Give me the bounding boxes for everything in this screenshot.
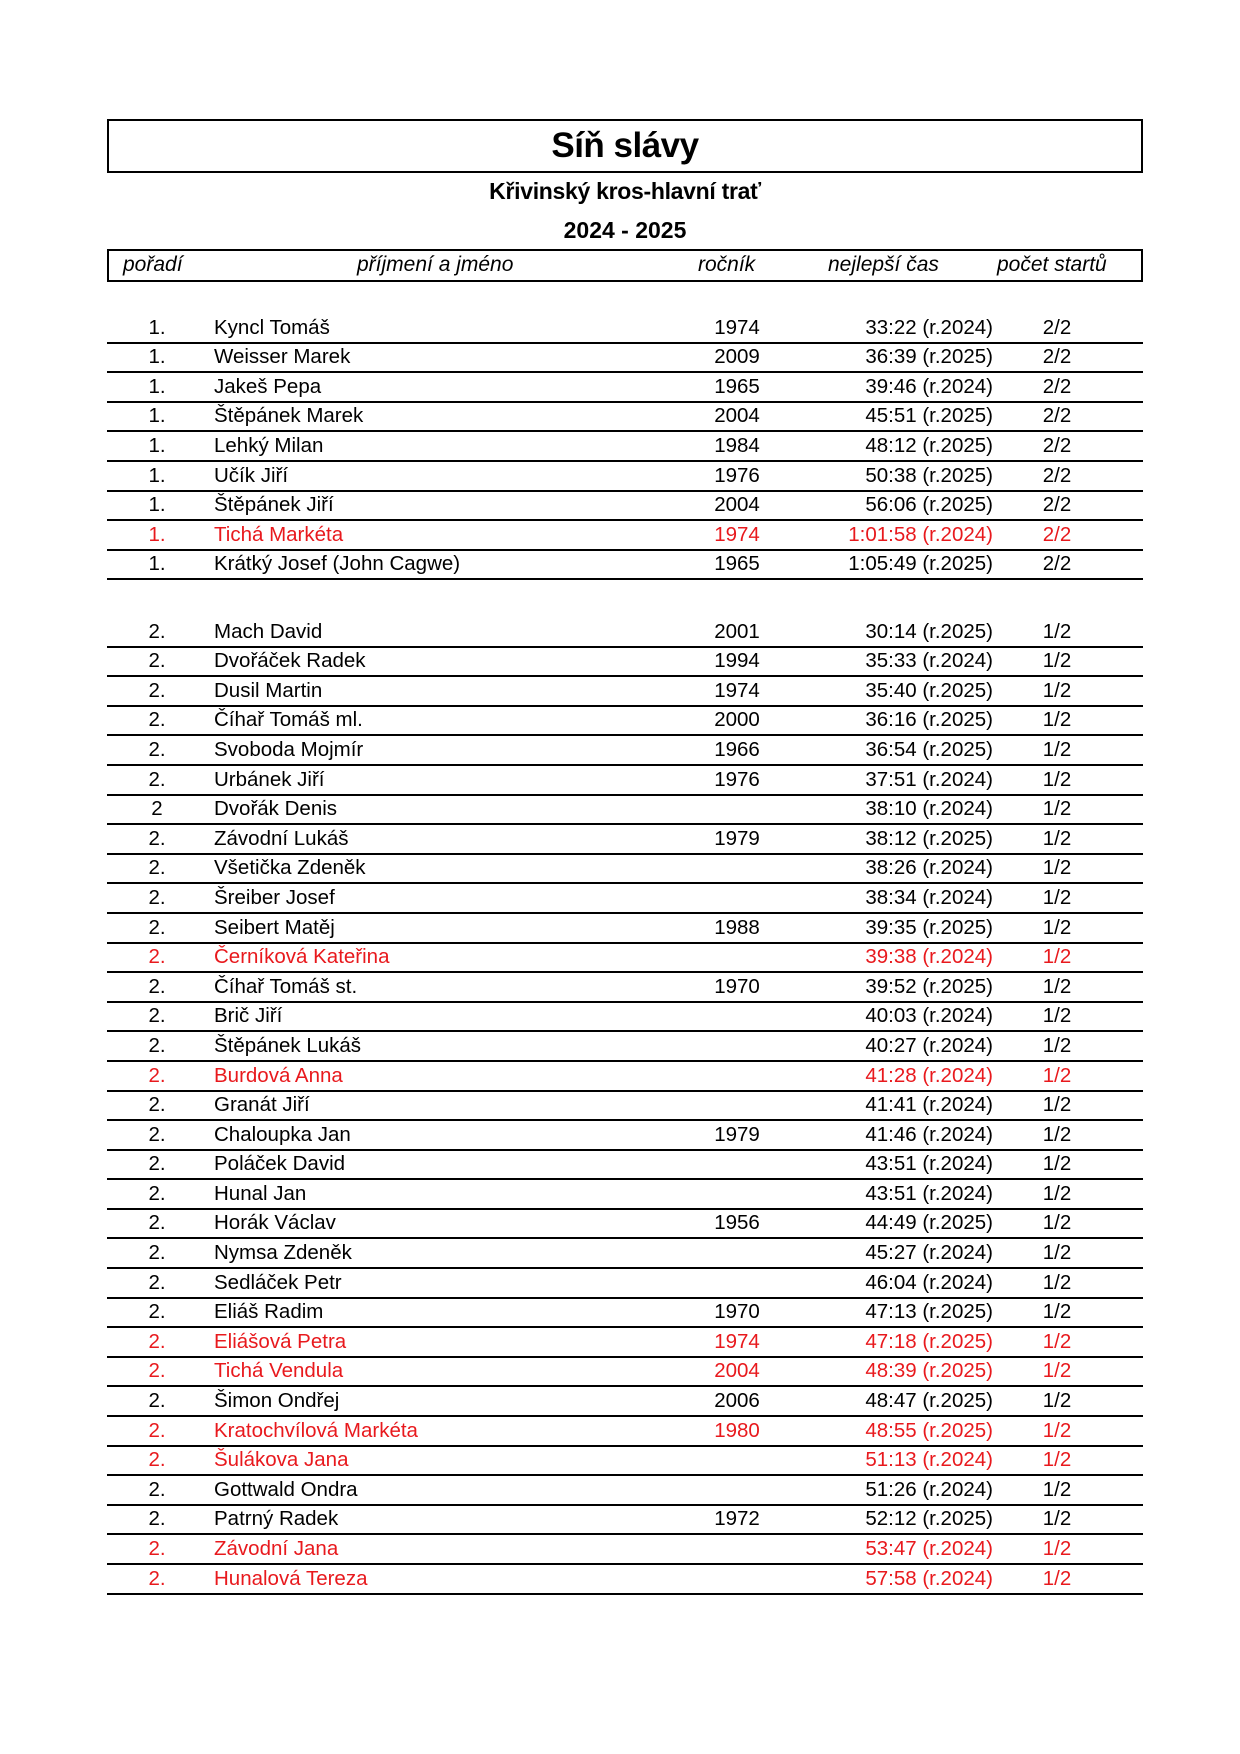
- cell-starts: 1/2: [1042, 885, 1072, 909]
- cell-year: 1979: [714, 826, 760, 850]
- cell-rank: 2.: [148, 1004, 166, 1028]
- table-row: [107, 825, 1143, 855]
- cell-name: Eliášová Petra: [214, 1329, 347, 1353]
- table-row: [107, 973, 1143, 1003]
- cell-best-time: 43:51 (r.2024): [865, 1152, 993, 1176]
- cell-name: Závodní Lukáš: [214, 826, 349, 850]
- cell-best-time: 45:51 (r.2025): [865, 404, 993, 428]
- cell-rank: 2.: [148, 1477, 166, 1501]
- cell-best-time: 48:55 (r.2025): [865, 1418, 993, 1442]
- cell-year: 1980: [714, 1418, 760, 1442]
- cell-rank: 2.: [148, 1181, 166, 1205]
- cell-starts: 2/2: [1042, 345, 1072, 369]
- cell-name: Hunalová Tereza: [214, 1566, 368, 1590]
- cell-rank: 2.: [148, 1566, 166, 1590]
- cell-starts: 1/2: [1042, 1033, 1072, 1057]
- cell-best-time: 39:46 (r.2024): [865, 374, 993, 398]
- cell-rank: 1.: [148, 493, 166, 517]
- cell-starts: 1/2: [1042, 678, 1072, 702]
- cell-best-time: 38:10 (r.2024): [865, 797, 993, 821]
- cell-starts: 1/2: [1042, 1389, 1072, 1413]
- table-row: [107, 618, 1143, 648]
- cell-starts: 1/2: [1042, 1477, 1072, 1501]
- cell-year: 1979: [714, 1122, 760, 1146]
- cell-rank: 2.: [148, 915, 166, 939]
- cell-name: Urbánek Jiří: [214, 767, 325, 791]
- cell-starts: 1/2: [1042, 797, 1072, 821]
- cell-starts: 1/2: [1042, 1152, 1072, 1176]
- cell-name: Dvořák Denis: [214, 797, 338, 821]
- cell-year: 1976: [714, 767, 760, 791]
- cell-best-time: 37:51 (r.2024): [865, 767, 993, 791]
- cell-best-time: 38:26 (r.2024): [865, 856, 993, 880]
- cell-starts: 1/2: [1042, 856, 1072, 880]
- cell-best-time: 1:01:58 (r.2024): [848, 522, 993, 546]
- table-row: [107, 1506, 1143, 1536]
- cell-name: Poláček David: [214, 1152, 346, 1176]
- cell-rank: 2.: [148, 678, 166, 702]
- cell-name: Burdová Anna: [214, 1063, 343, 1087]
- table-row: [107, 1032, 1143, 1062]
- cell-rank: 2.: [148, 1448, 166, 1472]
- cell-name: Lehký Milan: [214, 433, 324, 457]
- page-title: Síň slávy: [551, 126, 699, 165]
- cell-name: Dvořáček Radek: [214, 649, 366, 673]
- cell-best-time: 50:38 (r.2025): [865, 463, 993, 487]
- table-row: [107, 551, 1143, 581]
- cell-starts: 2/2: [1042, 404, 1072, 428]
- table-row: [107, 1210, 1143, 1240]
- cell-year: 1966: [714, 737, 760, 761]
- cell-name: Číhař Tomáš ml.: [214, 708, 363, 732]
- cell-best-time: 57:58 (r.2024): [865, 1566, 993, 1590]
- cell-best-time: 33:22 (r.2024): [865, 315, 993, 339]
- cell-starts: 1/2: [1042, 974, 1072, 998]
- cell-name: Jakeš Pepa: [214, 374, 322, 398]
- cell-rank: 2.: [148, 1241, 166, 1265]
- cell-year: 1974: [714, 315, 760, 339]
- cell-year: 1970: [714, 1300, 760, 1324]
- cell-rank: 2.: [148, 1329, 166, 1353]
- table-row: [107, 855, 1143, 885]
- cell-name: Svoboda Mojmír: [214, 737, 364, 761]
- cell-best-time: 46:04 (r.2024): [865, 1270, 993, 1294]
- cell-name: Mach David: [214, 619, 323, 643]
- cell-best-time: 41:46 (r.2024): [865, 1122, 993, 1146]
- cell-name: Sedláček Petr: [214, 1270, 342, 1294]
- cell-best-time: 30:14 (r.2025): [865, 619, 993, 643]
- cell-rank: 1.: [148, 552, 166, 576]
- cell-rank: 2.: [148, 1418, 166, 1442]
- cell-starts: 1/2: [1042, 737, 1072, 761]
- cell-name: Granát Jiří: [214, 1093, 310, 1117]
- cell-rank: 2.: [148, 974, 166, 998]
- header-best-time: nejlepší čas: [828, 253, 939, 276]
- cell-rank: 2.: [148, 708, 166, 732]
- cell-starts: 1/2: [1042, 1004, 1072, 1028]
- table-row: [107, 766, 1143, 796]
- cell-rank: 2.: [148, 1093, 166, 1117]
- cell-starts: 1/2: [1042, 1329, 1072, 1353]
- cell-name: Závodní Jana: [214, 1537, 339, 1560]
- table-row: [107, 521, 1143, 551]
- cell-rank: 2.: [148, 1033, 166, 1057]
- title-box: [107, 119, 1143, 173]
- table-row: [107, 648, 1143, 678]
- cell-rank: 2.: [148, 1122, 166, 1146]
- cell-year: 2004: [714, 404, 760, 428]
- cell-best-time: 39:35 (r.2025): [865, 915, 993, 939]
- cell-best-time: 35:40 (r.2025): [865, 678, 993, 702]
- cell-best-time: 48:12 (r.2025): [865, 433, 993, 457]
- cell-best-time: 48:47 (r.2025): [865, 1389, 993, 1413]
- table-row: [107, 1565, 1143, 1595]
- cell-name: Eliáš Radim: [214, 1300, 324, 1324]
- cell-rank: 2.: [148, 945, 166, 969]
- cell-rank: 2.: [148, 767, 166, 791]
- table-row: [107, 914, 1143, 944]
- cell-name: Šimon Ondřej: [214, 1389, 340, 1413]
- cell-rank: 2.: [148, 619, 166, 643]
- table-row: [107, 314, 1143, 344]
- cell-year: 1976: [714, 463, 760, 487]
- table-row: [107, 1535, 1143, 1565]
- cell-starts: 1/2: [1042, 1093, 1072, 1117]
- season-years: 2024 - 2025: [563, 217, 687, 243]
- cell-starts: 2/2: [1042, 374, 1072, 398]
- cell-year: 2006: [714, 1389, 760, 1413]
- cell-name: Gottwald Ondra: [214, 1477, 358, 1501]
- cell-best-time: 52:12 (r.2025): [865, 1507, 993, 1531]
- cell-name: Dusil Martin: [214, 678, 323, 702]
- page-subtitle: Křivinský kros-hlavní trať: [489, 178, 761, 204]
- table-row: [107, 432, 1143, 462]
- cell-best-time: 56:06 (r.2025): [865, 493, 993, 517]
- table-header: [107, 249, 1143, 282]
- table-row: [107, 1387, 1143, 1417]
- cell-year: 2004: [714, 493, 760, 517]
- table-row: [107, 884, 1143, 914]
- cell-rank: 2.: [148, 1063, 166, 1087]
- table-row: [107, 1151, 1143, 1181]
- cell-rank: 2.: [148, 1270, 166, 1294]
- cell-rank: 2.: [148, 885, 166, 909]
- table-row: [107, 1180, 1143, 1210]
- cell-year: 1974: [714, 1329, 760, 1353]
- cell-name: Tichá Vendula: [214, 1359, 344, 1383]
- cell-starts: 1/2: [1042, 1566, 1072, 1590]
- cell-rank: 2.: [148, 1211, 166, 1235]
- cell-year: 1972: [714, 1507, 760, 1531]
- cell-best-time: 35:33 (r.2024): [865, 649, 993, 673]
- results-group-first: [107, 314, 1143, 580]
- cell-best-time: 36:16 (r.2025): [865, 708, 993, 732]
- cell-starts: 1/2: [1042, 945, 1072, 969]
- cell-name: Štěpánek Marek: [214, 404, 364, 428]
- cell-name: Kratochvílová Markéta: [214, 1418, 418, 1442]
- cell-name: Tichá Markéta: [214, 522, 344, 546]
- cell-starts: 1/2: [1042, 1241, 1072, 1265]
- cell-starts: 1/2: [1042, 1270, 1072, 1294]
- cell-starts: 2/2: [1042, 522, 1072, 546]
- cell-rank: 1.: [148, 522, 166, 546]
- cell-starts: 1/2: [1042, 619, 1072, 643]
- cell-starts: 2/2: [1042, 433, 1072, 457]
- cell-year: 1974: [714, 678, 760, 702]
- table-row: [107, 403, 1143, 433]
- header-name: příjmení a jméno: [357, 253, 514, 276]
- cell-year: 1965: [714, 552, 760, 576]
- cell-starts: 1/2: [1042, 767, 1072, 791]
- table-row: [107, 492, 1143, 522]
- cell-rank: 2: [151, 797, 163, 821]
- cell-name: Chaloupka Jan: [214, 1122, 351, 1146]
- cell-best-time: 38:34 (r.2024): [865, 885, 993, 909]
- cell-starts: 1/2: [1042, 708, 1072, 732]
- cell-best-time: 43:51 (r.2024): [865, 1181, 993, 1205]
- cell-name: Nymsa Zdeněk: [214, 1241, 352, 1265]
- cell-rank: 1.: [148, 404, 166, 428]
- table-row: [107, 1062, 1143, 1092]
- cell-starts: 1/2: [1042, 1537, 1072, 1560]
- cell-year: 2009: [714, 345, 760, 369]
- table-row: [107, 796, 1143, 826]
- table-row: [107, 373, 1143, 403]
- table-row: [107, 1328, 1143, 1358]
- cell-name: Horák Václav: [214, 1211, 336, 1235]
- cell-year: 2000: [714, 708, 760, 732]
- cell-rank: 2.: [148, 1300, 166, 1324]
- cell-best-time: 51:13 (r.2024): [865, 1448, 993, 1472]
- table-row: [107, 1269, 1143, 1299]
- cell-year: 1970: [714, 974, 760, 998]
- cell-rank: 1.: [148, 345, 166, 369]
- cell-best-time: 40:03 (r.2024): [865, 1004, 993, 1028]
- cell-starts: 2/2: [1042, 463, 1072, 487]
- cell-name: Černíková Kateřina: [214, 945, 390, 969]
- cell-rank: 1.: [148, 374, 166, 398]
- cell-year: 1956: [714, 1211, 760, 1235]
- cell-starts: 1/2: [1042, 1122, 1072, 1146]
- cell-best-time: 47:18 (r.2025): [865, 1329, 993, 1353]
- table-row: [107, 1358, 1143, 1388]
- header-rank: pořadí: [123, 253, 183, 276]
- cell-starts: 1/2: [1042, 826, 1072, 850]
- cell-name: Šulákova Jana: [214, 1448, 349, 1472]
- table-row: [107, 707, 1143, 737]
- cell-name: Krátký Josef (John Cagwe): [214, 552, 461, 576]
- table-row: [107, 344, 1143, 374]
- cell-best-time: 39:38 (r.2024): [865, 945, 993, 969]
- table-row: [107, 944, 1143, 974]
- cell-name: Kyncl Tomáš: [214, 315, 330, 339]
- table-row: [107, 1476, 1143, 1506]
- cell-rank: 2.: [148, 737, 166, 761]
- cell-starts: 1/2: [1042, 1300, 1072, 1324]
- cell-starts: 1/2: [1042, 649, 1072, 673]
- cell-name: Šreiber Josef: [214, 885, 335, 909]
- cell-rank: 1.: [148, 433, 166, 457]
- cell-best-time: 36:39 (r.2025): [865, 345, 993, 369]
- cell-best-time: 1:05:49 (r.2025): [848, 552, 993, 576]
- cell-year: 1984: [714, 433, 760, 457]
- cell-year: 2001: [714, 619, 760, 643]
- cell-best-time: 39:52 (r.2025): [865, 974, 993, 998]
- cell-rank: 2.: [148, 826, 166, 850]
- cell-best-time: 47:13 (r.2025): [865, 1300, 993, 1324]
- cell-rank: 1.: [148, 463, 166, 487]
- cell-best-time: 53:47 (r.2024): [865, 1537, 993, 1560]
- cell-starts: 2/2: [1042, 493, 1072, 517]
- cell-name: Patrný Radek: [214, 1507, 339, 1531]
- cell-starts: 1/2: [1042, 1063, 1072, 1087]
- table-row: [107, 1121, 1143, 1151]
- cell-name: Hunal Jan: [214, 1181, 307, 1205]
- cell-name: Weisser Marek: [214, 345, 351, 369]
- cell-name: Štěpánek Jiří: [214, 493, 334, 517]
- cell-starts: 1/2: [1042, 915, 1072, 939]
- cell-rank: 2.: [148, 1389, 166, 1413]
- cell-name: Brič Jiří: [214, 1004, 283, 1028]
- cell-year: 1965: [714, 374, 760, 398]
- cell-rank: 2.: [148, 1537, 166, 1560]
- cell-rank: 2.: [148, 1507, 166, 1531]
- table-row: [107, 1447, 1143, 1477]
- cell-best-time: 41:28 (r.2024): [865, 1063, 993, 1087]
- table-row: [107, 1003, 1143, 1033]
- cell-name: Štěpánek Lukáš: [214, 1033, 362, 1057]
- cell-starts: 1/2: [1042, 1181, 1072, 1205]
- cell-starts: 1/2: [1042, 1418, 1072, 1442]
- cell-starts: 2/2: [1042, 315, 1072, 339]
- cell-best-time: 51:26 (r.2024): [865, 1477, 993, 1501]
- cell-starts: 1/2: [1042, 1359, 1072, 1383]
- cell-starts: 2/2: [1042, 552, 1072, 576]
- table-row: [107, 462, 1143, 492]
- cell-year: 1974: [714, 522, 760, 546]
- cell-name: Číhař Tomáš st.: [214, 974, 358, 998]
- cell-best-time: 40:27 (r.2024): [865, 1033, 993, 1057]
- cell-rank: 2.: [148, 1359, 166, 1383]
- cell-rank: 1.: [148, 315, 166, 339]
- cell-name: Všetička Zdeněk: [214, 856, 366, 880]
- cell-best-time: 48:39 (r.2025): [865, 1359, 993, 1383]
- header-year: ročník: [698, 253, 756, 276]
- table-row: [107, 1299, 1143, 1329]
- cell-starts: 1/2: [1042, 1211, 1072, 1235]
- cell-best-time: 45:27 (r.2024): [865, 1241, 993, 1265]
- results-group-second: [107, 618, 1143, 1595]
- cell-year: 1988: [714, 915, 760, 939]
- table-row: [107, 1417, 1143, 1447]
- cell-rank: 2.: [148, 856, 166, 880]
- cell-best-time: 36:54 (r.2025): [865, 737, 993, 761]
- table-row: [107, 1239, 1143, 1269]
- cell-year: 1994: [714, 649, 760, 673]
- header-starts: počet startů: [997, 253, 1107, 276]
- cell-starts: 1/2: [1042, 1507, 1072, 1531]
- cell-name: Seibert Matěj: [214, 915, 335, 939]
- cell-rank: 2.: [148, 649, 166, 673]
- cell-year: 2004: [714, 1359, 760, 1383]
- table-row: [107, 677, 1143, 707]
- cell-best-time: 38:12 (r.2025): [865, 826, 993, 850]
- table-row: [107, 1092, 1143, 1122]
- table-row: [107, 736, 1143, 766]
- cell-best-time: 44:49 (r.2025): [865, 1211, 993, 1235]
- cell-rank: 2.: [148, 1152, 166, 1176]
- cell-best-time: 41:41 (r.2024): [865, 1093, 993, 1117]
- cell-starts: 1/2: [1042, 1448, 1072, 1472]
- cell-name: Učík Jiří: [214, 463, 289, 487]
